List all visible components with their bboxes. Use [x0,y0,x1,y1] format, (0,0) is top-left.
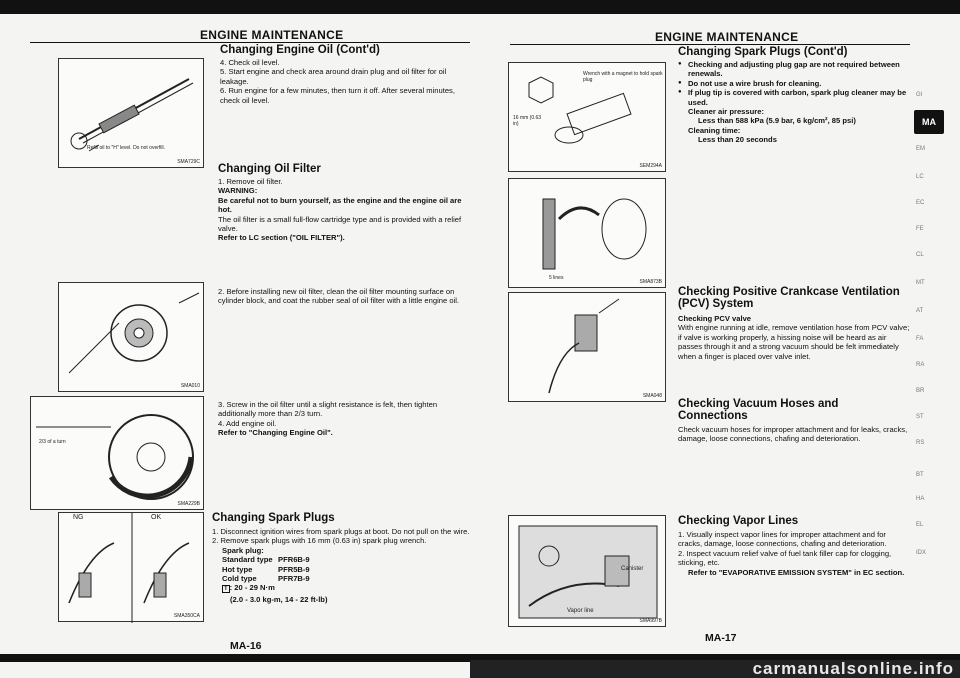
top-scan-border [0,0,960,14]
oil-cont-title: Changing Engine Oil (Cont'd) [220,44,380,56]
pcv-subtitle: Checking PCV valve [678,314,752,323]
index-tab[interactable]: BR [916,388,925,394]
vapor-canister-label: Canister [621,566,644,572]
spark-section [212,512,470,604]
plug-type: Standard type [222,555,273,565]
index-tab[interactable]: MT [916,280,925,286]
spark-ng-ok-drawing [59,513,205,623]
fig-ng-label: NG [73,514,84,521]
plug-brush-fig-id: SMA873B [639,279,662,285]
filter-removal-figure [58,282,204,392]
cleaning-time-label: Cleaning time: [688,125,741,135]
pcv-text: With engine running at idle, remove ventilation hose from PCV valve; if valve is working properly, a hissing noise will be heard as air passes through it and a strong vacuum should be felt immediately when a finger is placed over valve inlet. [678,323,910,361]
oil-filter-section [218,163,470,243]
filter-turn-label: 2/3 of a turn [39,439,66,445]
pcv-title: Checking Positive Crankcase Ventilation (PCV) System [678,286,900,310]
spark-bullet: ● Do not use a wire brush for cleaning. [688,79,910,88]
dipstick-caption: Refill oil to "H" level. Do not overfill. [87,145,166,151]
watermark: carmanualsonline.info [470,660,960,678]
cleaning-time-value: Less than 20 seconds [698,135,777,145]
pcv-valve-fig-id: SMA048 [642,393,662,399]
plug-part: PFR5B-9 [278,564,310,574]
vapor-title: Checking Vapor Lines [678,515,799,527]
filter-turn-drawing [31,397,205,511]
index-tab[interactable]: GI [916,92,923,98]
left-page-header: ENGINE MAINTENANCE [200,28,344,42]
filter-refer: Refer to LC section ("OIL FILTER"). [218,233,345,243]
vapor-refer: Refer to "EVAPORATIVE EMISSION SYSTEM" in EC section. [688,567,905,577]
spark-step-2: 2. Remove spark plugs with 16 mm (0.63 in) spark plug wrench. [212,536,427,546]
spark-plug-table [212,555,470,583]
spark-torque-value: : 20 - 29 N·m [229,583,275,593]
index-tab[interactable]: RS [916,440,925,446]
cleaner-label: Cleaner air pressure: [688,107,764,117]
dipstick-drawing [59,59,205,169]
pcv-section [678,286,910,361]
plug-row [222,574,470,583]
filter-removal-fig-id: SMA010 [180,383,200,389]
spark-torque [212,583,470,594]
index-tab[interactable]: EL [916,522,924,528]
vapor-step-1: 1. Visually inspect vapor lines for improper attachment and for cracks, damage, loose connections, chafing and deterioration. [678,530,887,549]
index-tab[interactable]: RA [916,362,925,368]
filter-turn-fig-id: SMA229B [177,501,200,507]
torque-icon: T [224,586,228,593]
oil-step-5: 5. Start engine and check area around drain plug and oil filter for oil leakage. [220,67,447,86]
filter-step-3: 3. Screw in the oil filter until a slight resistance is felt, then tighten additionally more than 2/3 turn. [218,400,438,419]
spark-bullet: ● If plug tip is covered with carbon, spark plug cleaner may be used. [688,88,910,107]
plug-type: Cold type [222,574,257,584]
filter-note: The oil filter is a small full-flow cartridge type and is provided with a relief valve. [218,214,462,234]
index-tab[interactable]: HA [916,496,925,502]
index-tab[interactable]: CL [916,252,924,258]
vapor-section [678,515,910,577]
vacuum-section [678,398,910,444]
filter-step-4: 4. Add engine oil. [218,418,277,428]
pcv-valve-figure [508,292,666,402]
plug-brush-figure [508,178,666,288]
dipstick-fig-id: SMA729C [177,159,200,165]
spark-cont-section [678,46,910,145]
spark-plug-label: Spark plug: [222,545,264,555]
index-tab[interactable]: FE [916,226,924,232]
plug-row [222,555,470,564]
wrench-fig-id: SEM294A [639,163,662,169]
index-tab[interactable]: AT [916,308,924,314]
plug-row [222,565,470,574]
spark-title: Changing Spark Plugs [212,512,335,524]
filter-turn-figure [30,396,204,510]
plug-brush-drawing [509,179,667,289]
index-tab[interactable]: EC [916,200,925,206]
vacuum-title: Checking Vacuum Hoses and Connections [678,398,839,422]
index-tab[interactable]: EM [916,146,925,152]
left-header-rule [30,42,470,43]
filter-step-1: 1. Remove oil filter. [218,177,283,186]
right-page-number: MA-17 [705,632,737,644]
spark-ng-ok-fig-id: SMA350CA [173,613,200,619]
plug-type: Hot type [222,564,253,574]
spark-bullet: ● Checking and adjusting plug gap are not required between renewals. [688,60,910,79]
fig-ok-label: OK [151,514,162,521]
filter-removal-drawing [59,283,205,393]
left-page-number: MA-16 [230,640,262,652]
section-tab-ma[interactable]: MA [914,110,944,134]
plug-part: PFR7B-9 [278,574,310,584]
filter-steps-3-4 [218,400,470,438]
oil-cont-section [220,44,470,105]
pcv-valve-drawing [509,293,667,403]
wrench-figure [508,62,666,172]
vapor-figure [508,515,666,627]
oil-step-6: 6. Run engine for a few minutes, then turn it off. After several minutes, check oil level. [220,86,455,105]
spark-step-1: 1. Disconnect ignition wires from spark plugs at boot. Do not pull on the wire. [212,527,470,536]
plug-part: PFR6B-9 [278,555,310,565]
index-tab[interactable]: IDX [916,550,927,556]
filter-warning-text: Be careful not to burn yourself, as the engine and the engine oil are hot. [218,195,462,215]
spark-cont-title: Changing Spark Plugs (Cont'd) [678,46,848,58]
dipstick-figure [58,58,204,168]
index-tab[interactable]: FA [916,336,924,342]
right-page-header: ENGINE MAINTENANCE [655,30,799,44]
plug-brush-label: 5 lines [549,275,564,281]
wrench-size: 16 mm (0.63 in) [513,115,542,127]
spark-torque-2: (2.0 - 3.0 kg-m, 14 - 22 ft-lb) [230,594,328,604]
index-tab[interactable]: ST [916,414,924,420]
spark-ng-ok-figure [58,512,204,622]
right-header-rule [510,44,910,45]
vacuum-text: Check vacuum hoses for improper attachment and for leaks, cracks, damage, loose connections, chafing and deterioration. [678,425,908,444]
oil-filter-title: Changing Oil Filter [218,163,321,175]
vapor-fig-id: SMA997B [639,618,662,624]
index-tab[interactable]: BT [916,472,924,478]
index-tab[interactable]: LC [916,174,924,180]
vapor-line-label: Vapor line [567,608,594,614]
cleaner-value: Less than 588 kPa (5.9 bar, 6 kg/cm², 85 psi) [698,116,856,126]
filter-warning-label: WARNING: [218,186,258,196]
vapor-step-2: 2. Inspect vacuum relief valve of fuel tank filler cap for clogging, sticking, etc. [678,548,892,568]
wrench-caption: Wrench with a magnet to hold spark plug [583,71,663,83]
oil-step-4: 4. Check oil level. [220,58,280,67]
filter-step-2: 2. Before installing new oil filter, clean the oil filter mounting surface on cylinder block, and coat the rubber seal of oil filter with a little engine oil. [218,287,460,306]
filter-refer-2: Refer to "Changing Engine Oil". [218,428,333,438]
